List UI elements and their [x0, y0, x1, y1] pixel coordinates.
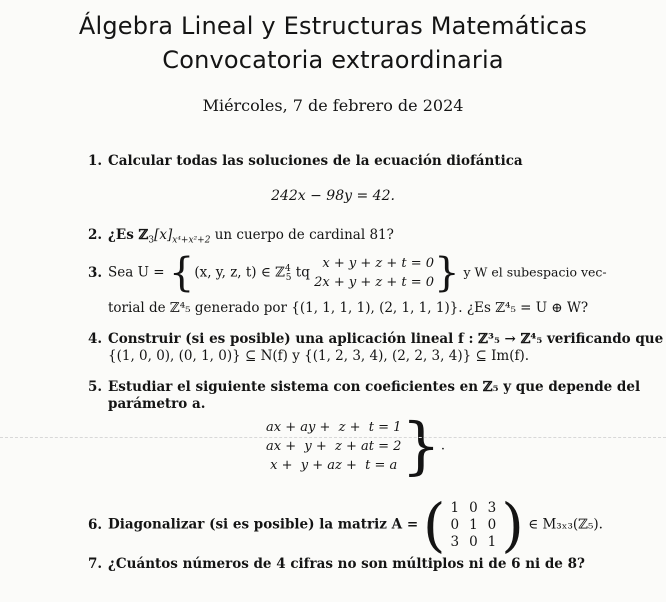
matrix-cell: 3 — [487, 499, 497, 516]
problem-3-line2 — [88, 299, 588, 318]
problem-text: parámetro a. — [108, 396, 206, 412]
problem-text-a: Diagonalizar (si es posible) la matriz A = — [108, 516, 423, 533]
problem-3-text: torial de ℤ⁴₅ generado por {(1, 1, 1, 1), (2, 1, 1, 1)}. ¿Es ℤ⁴₅ = U ⊕ W? — [108, 300, 589, 316]
problem-text: Estudiar el siguiente sistema con coeficientes en ℤ₅ y que depende del — [108, 379, 641, 395]
exam-title: Álgebra Lineal y Estructuras Matemáticas — [78, 12, 588, 40]
exam-subtitle: Convocatoria extraordinaria — [162, 46, 504, 74]
problem-4-line2 — [88, 347, 529, 366]
problem-1-equation: 242x − 98y = 42. — [271, 188, 395, 204]
problem-number: 6. — [88, 516, 103, 533]
problem-text-b: ∈ M₃ₓ₃(ℤ₅). — [523, 516, 603, 533]
open-brace: { — [168, 250, 195, 296]
scan-artifact-line — [0, 437, 666, 438]
problem-7 — [88, 555, 585, 574]
equation-line: x + y + az + t = a — [266, 457, 398, 473]
problem-1 — [88, 152, 523, 171]
problem-text: Calcular todas las soluciones de la ecuación diofántica — [108, 153, 523, 169]
problem-3-tq: tq — [291, 264, 315, 281]
problem-5-system — [266, 409, 446, 482]
problem-6 — [88, 491, 603, 559]
open-paren: ( — [422, 491, 446, 559]
close-brace: } — [401, 409, 441, 482]
equation-line: ax + y + z + at = 2 — [266, 438, 402, 454]
problem-number: 7. — [88, 556, 103, 572]
problem-text-c: un cuerpo de cardinal 81? — [210, 227, 394, 243]
matrix-cell: 1 — [450, 499, 460, 516]
subscript: 5 — [285, 273, 292, 284]
matrix-A — [445, 500, 501, 551]
problem-text: {(1, 0, 0), (0, 1, 0)} ⊆ N(f) y {(1, 2, 3, 4), (2, 2, 3, 4)} ⊆ Im(f). — [108, 348, 530, 364]
problem-3-trail: y W el subespacio vec- — [459, 264, 607, 280]
period: . — [440, 438, 446, 454]
subscript: 3 — [148, 235, 155, 246]
problem-number: 4. — [88, 331, 103, 347]
problem-text: ¿Cuántos números de 4 cifras no son múltiplos ni de 6 ni de 8? — [108, 556, 585, 572]
equation-line: x + y + z + t = 0 — [322, 256, 435, 271]
problem-number: 1. — [88, 153, 103, 169]
matrix-cell: 0 — [487, 516, 497, 533]
problem-text-b: [x] — [154, 227, 173, 243]
matrix-cell: 1 — [487, 533, 497, 550]
subscript: x⁴+x²+2 — [172, 235, 211, 246]
exam-date: Miércoles, 7 de febrero de 2024 — [202, 96, 464, 115]
problem-5-line2 — [88, 395, 205, 414]
system-equations — [266, 418, 401, 475]
problem-3-set: (x, y, z, t) ∈ ℤ — [194, 264, 286, 281]
equation-line: ax + ay + z + t = 1 — [266, 419, 402, 435]
matrix-cell: 0 — [469, 499, 478, 516]
equation-line: 2x + y + z + t = 0 — [314, 275, 435, 290]
problem-3-system — [314, 254, 434, 292]
problem-2 — [88, 226, 394, 251]
matrix-cell: 1 — [469, 516, 478, 533]
superscript: 4 — [285, 264, 291, 274]
problem-3 — [88, 250, 648, 296]
matrix-cell: 3 — [450, 533, 460, 550]
problem-text: Construir (si es posible) una aplicación lineal f : ℤ³₅ → ℤ⁴₅ verificando que — [108, 331, 664, 347]
problem-text-a: ¿Es ℤ — [108, 227, 149, 243]
matrix-cell: 0 — [469, 533, 478, 550]
close-paren: ) — [501, 491, 524, 559]
close-brace: } — [434, 250, 460, 296]
problem-3-lead: Sea U = — [108, 264, 169, 281]
problem-number: 5. — [88, 379, 103, 395]
problem-number: 3. — [88, 264, 103, 281]
problem-number: 2. — [88, 227, 103, 243]
matrix-cell: 0 — [450, 516, 460, 533]
